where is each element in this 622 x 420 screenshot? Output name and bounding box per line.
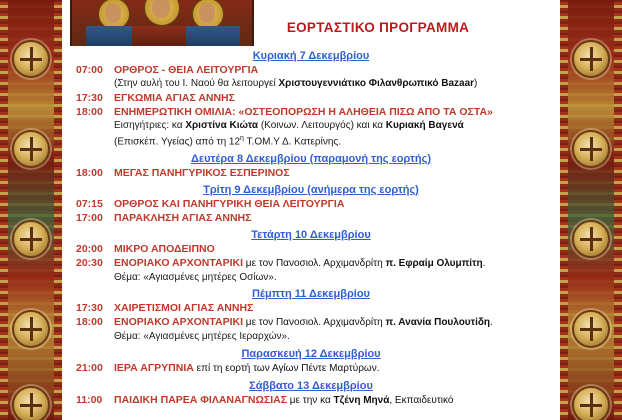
emphasis-text: Χριστουγεννιάτικο Φιλανθρωπικό Bazaar [278,78,475,89]
schedule-row [66,91,556,105]
event-title: ΕΓΚΩΜΙΑ ΑΓΙΑΣ ΑΝΝΗΣ [114,91,235,104]
emphasis-text: Τζένη Μηνά [333,394,390,406]
event-text-wrap [114,211,251,225]
cross-medallion-icon [572,40,610,78]
header-band [62,0,560,48]
event-text-wrap [114,256,485,271]
cross-medallion-icon [572,130,610,168]
superscript-text: η [240,135,244,142]
event-title: ΜΙΚΡΟ ΑΠΟΔΕΙΠΝΟ [114,242,215,255]
emphasis-text: Χριστίνα Κιώτα [185,119,259,131]
plain-text: . [482,257,486,269]
event-title: ΜΕΓΑΣ ΠΑΝΗΓΥΡΙΚΟΣ ΕΣΠΕΡΙΝΟΣ [114,166,290,179]
saint-robe [86,26,138,48]
plain-text: επί τη εορτή των Αγίων Πέντε Μαρτύρων. [193,362,380,374]
event-text-wrap [114,242,215,256]
day-heading: Σάββατο 13 Δεκεμβρίου [249,379,373,392]
plain-text: Θέμα: «Αγιασμένες μητέρες Ιεραρχών». [114,331,290,343]
emphasis-text: π. Ανανία Πουλουτίδη [385,317,491,329]
cross-medallion-icon [572,310,610,348]
cross-medallion-icon [12,310,50,348]
event-time: 18:00 [76,316,103,329]
schedule-row [66,211,556,225]
plain-text: Τ.ΟΜ.Υ Δ. Κατερίνης. [243,136,341,148]
event-time: 18:00 [76,166,103,179]
event-text-wrap [114,166,290,180]
event-time: 20:30 [76,256,103,269]
saint-robe [186,26,240,48]
right-decorative-border [560,0,622,420]
emphasis-text: Κυριακή Βαγενά [385,119,464,131]
event-detail [66,330,556,344]
event-title: ΙΕΡΑ ΑΓΡΥΠΝΙΑ [114,361,194,374]
cross-medallion-icon [12,220,50,258]
event-detail [66,132,556,149]
event-detail [66,77,556,91]
event-title: ΕΝΟΡΙΑΚΟ ΑΡΧΟΝΤΑΡΙΚΙ [114,256,244,269]
cross-medallion-icon [12,40,50,78]
event-text-wrap [114,63,258,77]
event-title: ΕΝΟΡΙΑΚΟ ΑΡΧΟΝΤΑΡΙΚΙ [114,316,244,329]
event-inline-detail [287,395,453,406]
cross-medallion-icon [572,220,610,258]
schedule-row [66,301,556,315]
plain-text: (Κοινων. Λειτουργός) και κα [258,119,386,131]
event-inline-detail [243,317,493,328]
orthodox-icon [70,0,254,50]
event-title: ΕΝΗΜΕΡΩΤΙΚΗ ΟΜΙΛΙΑ: «ΟΣΤΕΟΠΟΡΩΣΗ Η ΑΛΗΘΕΙΑ ΠΙΣΩ ΑΠΟ ΤΑ ΟΣΤΑ» [114,105,493,118]
saint-face [199,3,215,23]
cross-medallion-icon [12,130,50,168]
page-title: ΕΟΡΤΑΣΤΙΚΟ ΠΡΟΓΡΑΜΜΑ [286,20,470,35]
event-text-wrap [114,105,493,119]
plain-text: με την κα [287,394,334,406]
schedule-row [66,256,556,271]
plain-text: (Στην αυλή του Ι. Ναού θα λειτουργεί [114,78,279,89]
event-text-wrap [114,315,493,330]
event-text-wrap [114,197,344,211]
event-text-wrap [114,361,379,376]
day-heading: Παρασκευή 12 Δεκεμβρίου [241,347,381,360]
cross-medallion-icon [572,386,610,420]
event-time: 11:00 [76,393,103,406]
schedule-row [66,242,556,256]
plain-text: (Επισκέπ. Υγείας) από τη 12 [114,136,241,148]
schedule-row [66,166,556,180]
day-heading: Δευτέρα 8 Δεκεμβρίου (παραμονή της εορτής) [190,152,432,165]
event-detail [66,271,556,285]
day-heading: Πέμπτη 11 Δεκεμβρίου [252,288,370,301]
event-text-wrap [114,393,453,408]
event-title: ΧΑΙΡΕΤΙΣΜΟΙ ΑΓΙΑΣ ΑΝΝΗΣ [114,302,254,315]
event-text-wrap [114,91,235,105]
schedule-body [66,46,556,420]
plain-text: ) [474,78,478,89]
event-detail [66,119,556,133]
event-time: 07:15 [76,197,103,210]
event-time: 21:00 [76,361,103,374]
plain-text: με τον Πανοσιολ. Αρχιμανδρίτη [243,257,386,269]
event-title: ΟΡΘΡΟΣ ΚΑΙ ΠΑΝΗΓΥΡΙΚΗ ΘΕΙΑ ΛΕΙΤΟΥΡΓΙΑ [114,197,345,210]
schedule-row [66,105,556,119]
day-heading: Τετάρτη 10 Δεκεμβρίου [251,228,371,241]
schedule-row [66,63,556,77]
emphasis-text: π. Εφραίμ Ολυμπίτη [385,257,483,269]
event-title: ΠΑΙΔΙΚΗ ΠΑΡΕΑ ΦΙΛΑΝΑΓΝΩΣΙΑΣ [114,393,288,406]
schedule-row [66,315,556,330]
plain-text: . [490,317,493,329]
event-time: 17:30 [76,91,103,104]
event-inline-detail [194,363,380,374]
saint-robe [132,26,192,48]
plain-text: , Εκπαιδευτικό [389,394,454,406]
event-inline-detail [243,258,485,269]
event-time: 18:00 [76,105,103,118]
schedule-row [66,197,556,211]
event-time: 17:00 [76,211,103,224]
event-text-wrap [114,301,253,315]
saint-face [105,3,121,23]
event-title: ΟΡΘΡΟΣ - ΘΕΙΑ ΛΕΙΤΟΥΡΓΙΑ [114,64,259,76]
cross-medallion-icon [12,386,50,420]
schedule-row [66,361,556,376]
day-heading: Κυριακή 7 Δεκεμβρίου [252,50,370,62]
event-time: 17:30 [76,302,103,315]
plain-text: Εισηγήτριες: κα [114,119,186,131]
schedule-row [66,393,556,408]
saint-face [152,0,170,18]
event-time: 07:00 [76,64,103,76]
plain-text: Θέμα: «Αγιασμένες μητέρες Οσίων». [114,271,277,283]
plain-text: με τον Πανοσιολ. Αρχιμανδρίτη [243,317,386,329]
day-heading: Τρίτη 9 Δεκεμβρίου (ανήμερα της εορτής) [203,183,419,196]
left-decorative-border [0,0,62,420]
event-title: ΠΑΡΑΚΛΗΣΗ ΑΓΙΑΣ ΑΝΝΗΣ [114,211,252,224]
event-time: 20:00 [76,242,103,255]
